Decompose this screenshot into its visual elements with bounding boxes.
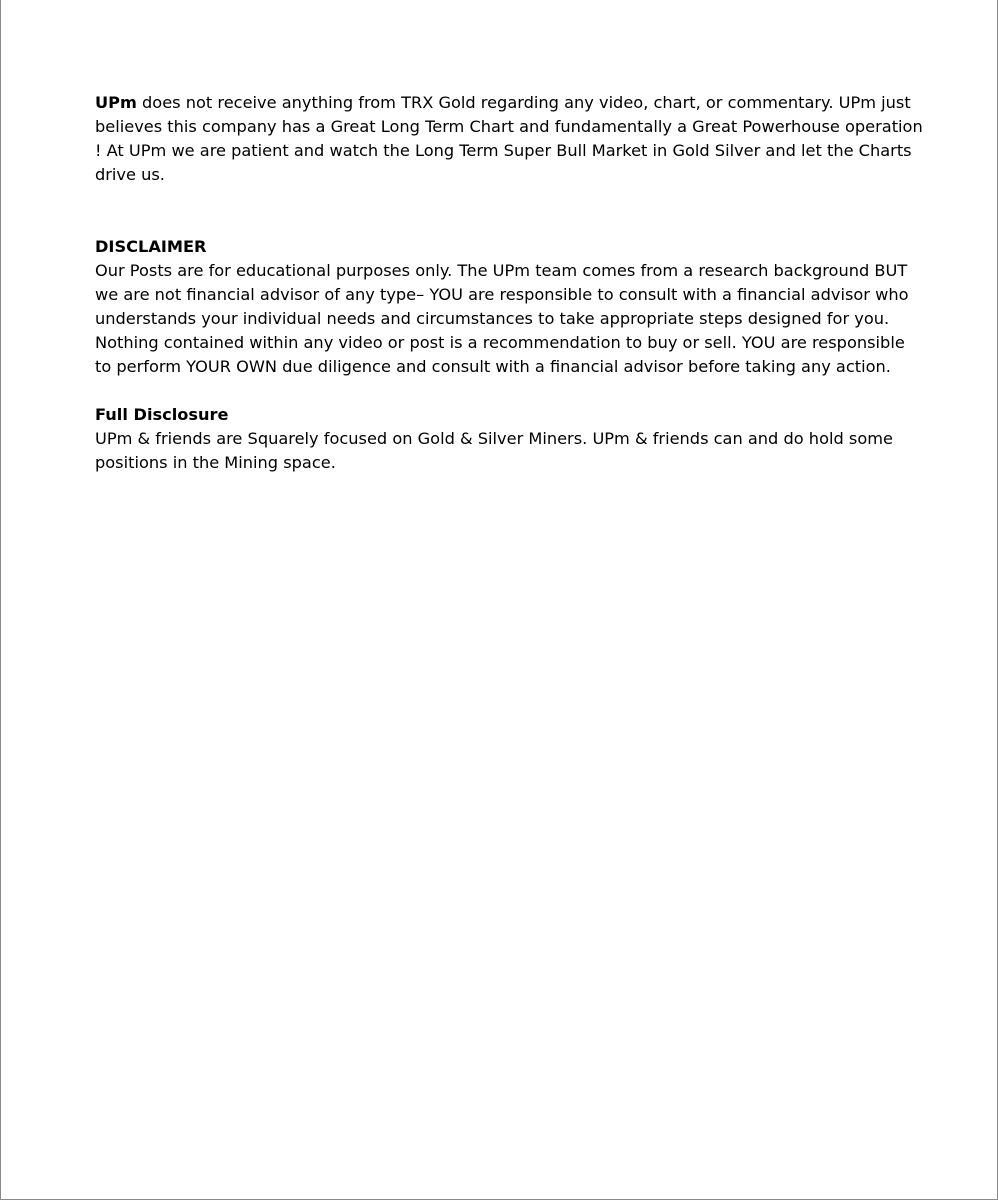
full-disclosure-text: UPm & friends are Squarely focused on Gold & Silver Miners. UPm & friends can and do hold some positions in the Mining space. <box>95 429 893 472</box>
intro-brand: UPm <box>95 93 137 112</box>
full-disclosure-heading: Full Disclosure <box>95 405 229 424</box>
section-spacer <box>95 379 925 403</box>
section-spacer <box>95 187 925 235</box>
intro-text: does not receive anything from TRX Gold regarding any video, chart, or commentary. UPm just believes this company has a Great Long Term Chart and fundamentally a Great Powerhouse operation ! At UPm we are patient and watch the Long Term Super Bull Market in Gold Silver and let the Charts drive us. <box>95 93 923 184</box>
document-body <box>95 91 925 475</box>
intro-paragraph <box>95 91 925 187</box>
disclaimer-text: Our Posts are for educational purposes only. The UPm team comes from a research background BUT we are not financial advisor of any type– YOU are responsible to consult with a financial advisor who understands your individual needs and circumstances to take appropriate steps designed for you. Nothing contained within any video or post is a recommendation to buy or sell. YOU are responsible to perform YOUR OWN due diligence and consult with a financial advisor before taking any action. <box>95 261 909 376</box>
disclaimer-heading: DISCLAIMER <box>95 237 207 256</box>
